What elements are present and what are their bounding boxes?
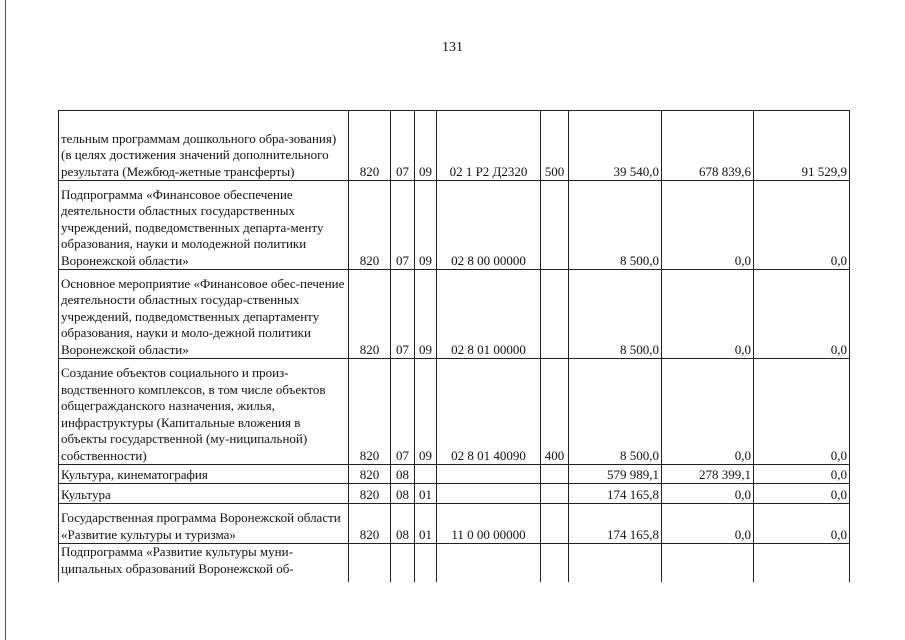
row-csr	[437, 544, 541, 582]
table-row	[59, 465, 850, 484]
row-value-3: 0,0	[754, 270, 850, 359]
row-grbs: 820	[349, 359, 391, 465]
row-value-2: 0,0	[662, 181, 754, 270]
row-value-2: 0,0	[662, 484, 754, 504]
row-pr: 09	[415, 359, 437, 465]
row-pr: 09	[415, 270, 437, 359]
row-value-1: 8 500,0	[569, 181, 662, 270]
row-csr: 02 1 Р2 Д2320	[437, 111, 541, 181]
row-rz: 08	[391, 465, 415, 484]
row-value-3: 0,0	[754, 181, 850, 270]
row-vr	[541, 484, 569, 504]
row-vr	[541, 504, 569, 544]
row-value-3: 0,0	[754, 504, 850, 544]
row-vr	[541, 544, 569, 582]
row-value-3: 0,0	[754, 359, 850, 465]
table-row	[59, 359, 850, 465]
row-name: Подпрограмма «Развитие культуры муни-ципальных образований Воронежской об-	[59, 544, 349, 582]
table-row	[59, 270, 850, 359]
row-pr: 09	[415, 111, 437, 181]
row-grbs: 820	[349, 484, 391, 504]
row-csr: 11 0 00 00000	[437, 504, 541, 544]
row-grbs: 820	[349, 111, 391, 181]
row-value-2: 0,0	[662, 270, 754, 359]
row-rz: 08	[391, 484, 415, 504]
row-value-3: 0,0	[754, 465, 850, 484]
row-value-1	[569, 544, 662, 582]
row-vr	[541, 270, 569, 359]
row-csr: 02 8 01 00000	[437, 270, 541, 359]
row-rz: 07	[391, 111, 415, 181]
page-left-edge-line	[5, 0, 6, 640]
table-row	[59, 111, 850, 181]
row-name: Культура	[59, 484, 349, 504]
table-row	[59, 181, 850, 270]
row-value-1: 8 500,0	[569, 359, 662, 465]
row-rz	[391, 544, 415, 582]
row-csr: 02 8 00 00000	[437, 181, 541, 270]
row-grbs: 820	[349, 270, 391, 359]
row-pr	[415, 544, 437, 582]
row-name: Государственная программа Воронежской области «Развитие культуры и туризма»	[59, 504, 349, 544]
row-vr	[541, 465, 569, 484]
row-value-2: 0,0	[662, 504, 754, 544]
row-grbs: 820	[349, 465, 391, 484]
row-value-2: 678 839,6	[662, 111, 754, 181]
budget-table	[58, 110, 850, 582]
row-value-1: 8 500,0	[569, 270, 662, 359]
row-value-3: 91 529,9	[754, 111, 850, 181]
row-name: Основное мероприятие «Финансовое обес-печение деятельности областных государ-ственных учреждений, подведомственных департаменту образования, науки и моло-дежной политики Воронежской области»	[59, 270, 349, 359]
row-value-3: 0,0	[754, 484, 850, 504]
row-pr	[415, 465, 437, 484]
row-rz: 07	[391, 181, 415, 270]
row-value-1: 39 540,0	[569, 111, 662, 181]
row-pr: 01	[415, 504, 437, 544]
row-value-1: 579 989,1	[569, 465, 662, 484]
row-vr: 400	[541, 359, 569, 465]
row-vr	[541, 181, 569, 270]
row-value-3	[754, 544, 850, 582]
row-csr	[437, 465, 541, 484]
table-row	[59, 484, 850, 504]
row-grbs: 820	[349, 504, 391, 544]
table-row	[59, 504, 850, 544]
row-rz: 07	[391, 270, 415, 359]
row-csr	[437, 484, 541, 504]
row-name: Подпрограмма «Финансовое обеспечение деятельности областных государственных учреждений, подведомственных департа-менту образования, науки и молодежной политики Воронежской области»	[59, 181, 349, 270]
row-name: Создание объектов социального и произ-водственного комплексов, в том числе объектов общегражданского назначения, жилья, инфраструктуры (Капитальные вложения в объекты государственной (му-ниципальной) собственности)	[59, 359, 349, 465]
row-grbs	[349, 544, 391, 582]
row-pr: 09	[415, 181, 437, 270]
row-rz: 07	[391, 359, 415, 465]
row-value-1: 174 165,8	[569, 504, 662, 544]
row-value-2: 278 399,1	[662, 465, 754, 484]
table-row	[59, 544, 850, 582]
row-pr: 01	[415, 484, 437, 504]
row-name: тельным программам дошкольного обра-зования) (в целях достижения значений дополнительного результата (Межбюд-жетные трансферты)	[59, 111, 349, 181]
row-value-1: 174 165,8	[569, 484, 662, 504]
row-vr: 500	[541, 111, 569, 181]
row-value-2: 0,0	[662, 359, 754, 465]
row-csr: 02 8 01 40090	[437, 359, 541, 465]
row-rz: 08	[391, 504, 415, 544]
row-value-2	[662, 544, 754, 582]
row-grbs: 820	[349, 181, 391, 270]
page-number: 131	[442, 40, 463, 55]
row-name: Культура, кинематография	[59, 465, 349, 484]
